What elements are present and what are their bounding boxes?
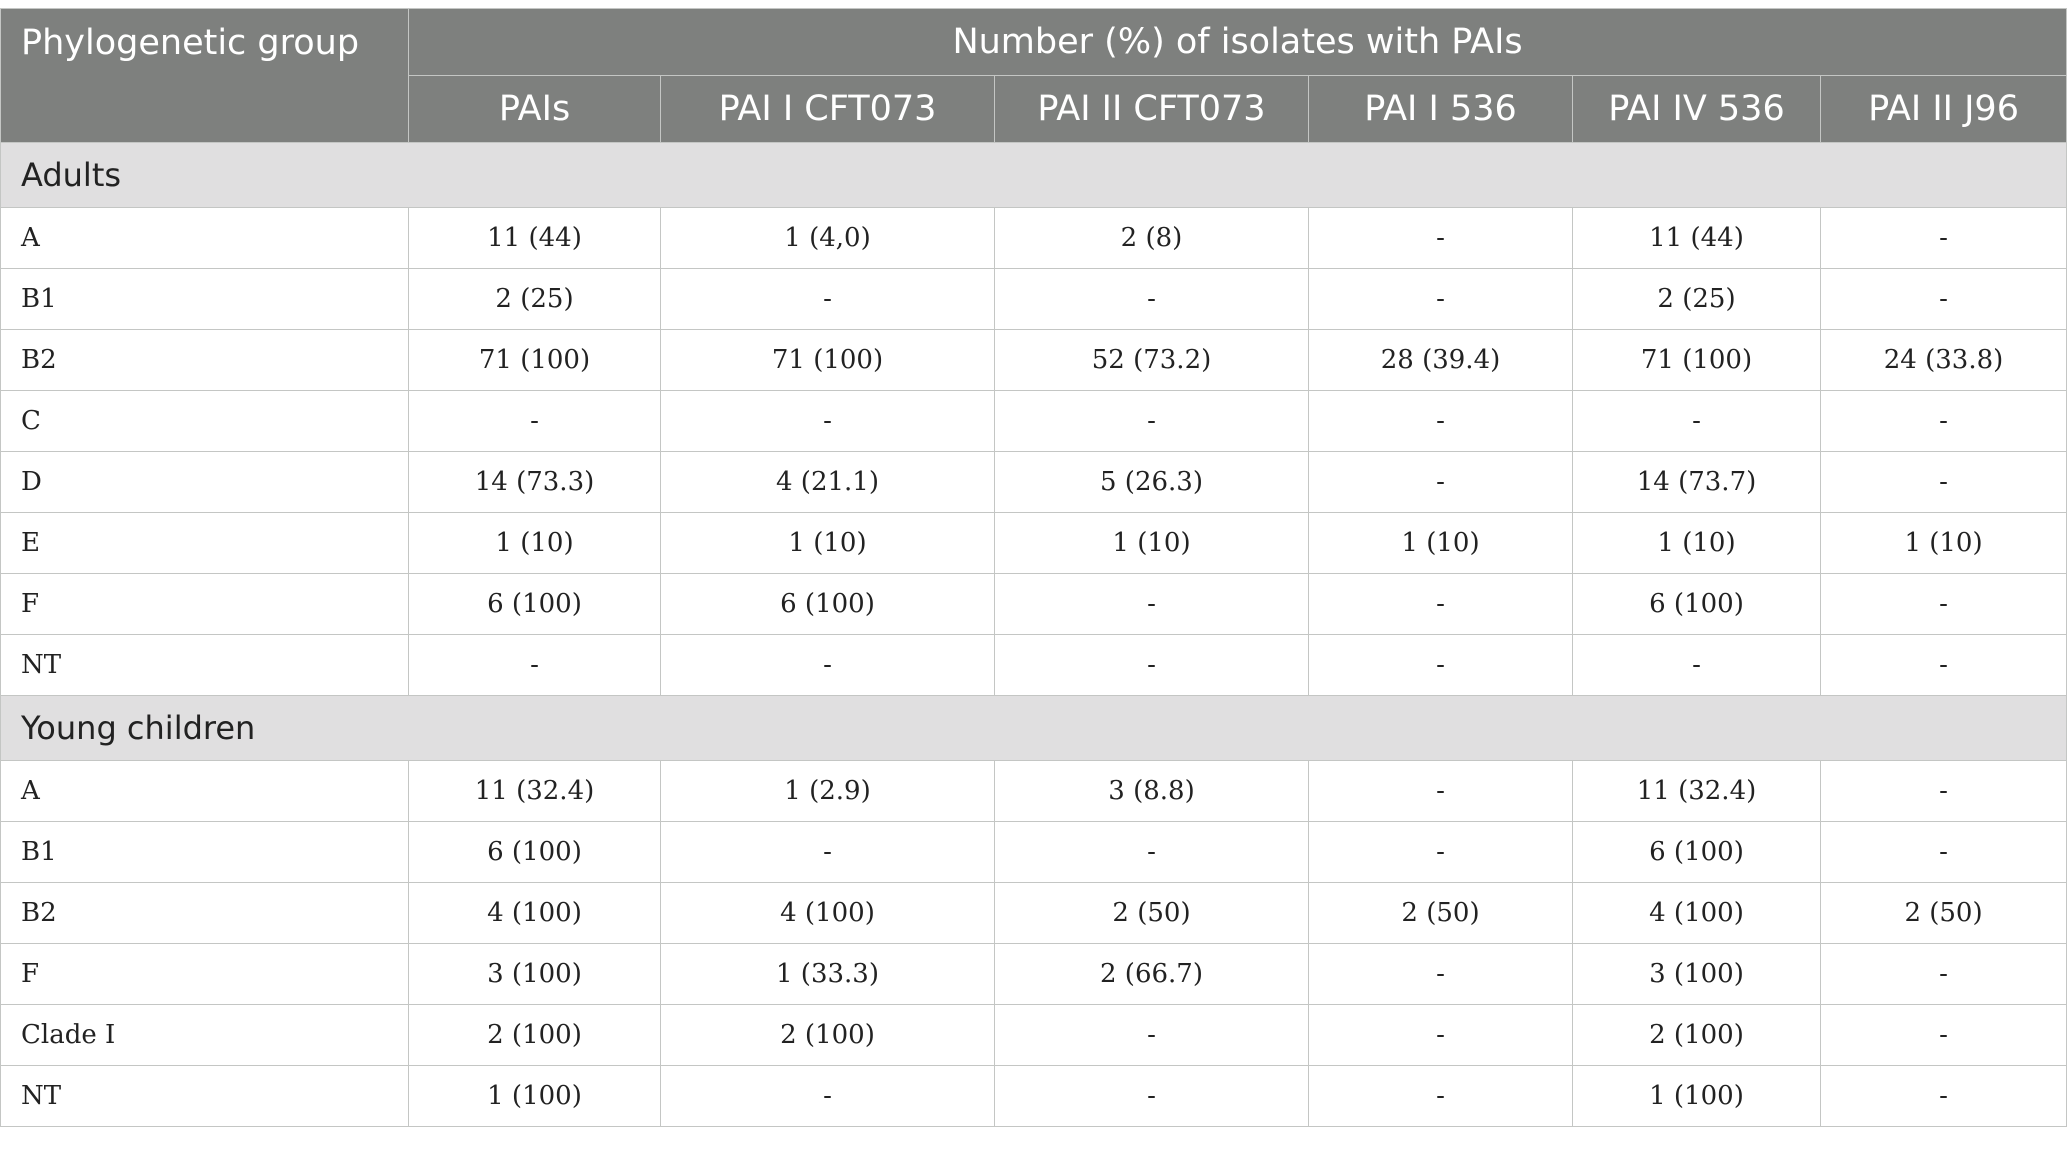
pai-i-536-cell: - bbox=[1309, 208, 1573, 269]
pai-i-536-cell: 1 (10) bbox=[1309, 513, 1573, 574]
pais-cell: 14 (73.3) bbox=[409, 452, 661, 513]
pai-iv-536-cell: 4 (100) bbox=[1573, 883, 1821, 944]
pai-ii-cft073-cell: - bbox=[995, 391, 1309, 452]
pai-ii-cft073-cell: 2 (50) bbox=[995, 883, 1309, 944]
section-row bbox=[1, 696, 2067, 761]
pai-i-536-cell: - bbox=[1309, 761, 1573, 822]
table-body bbox=[1, 143, 2067, 1127]
pai-ii-cft073-cell: - bbox=[995, 822, 1309, 883]
header-row-top bbox=[1, 9, 2067, 76]
pai-iv-536-cell: - bbox=[1573, 635, 1821, 696]
pai-ii-cft073-cell: 1 (10) bbox=[995, 513, 1309, 574]
pais-cell: 11 (32.4) bbox=[409, 761, 661, 822]
pai-table bbox=[0, 8, 2067, 1127]
pai-ii-j96-cell: - bbox=[1821, 1005, 2067, 1066]
pai-ii-cft073-cell: - bbox=[995, 635, 1309, 696]
table-row bbox=[1, 391, 2067, 452]
pai-iv-536-cell: 1 (10) bbox=[1573, 513, 1821, 574]
table-row bbox=[1, 269, 2067, 330]
section-row bbox=[1, 143, 2067, 208]
pais-cell: - bbox=[409, 635, 661, 696]
pai-i-536-cell: - bbox=[1309, 269, 1573, 330]
group-cell: F bbox=[1, 574, 409, 635]
pai-ii-cft073-cell: 3 (8.8) bbox=[995, 761, 1309, 822]
pai-iv-536-cell: - bbox=[1573, 391, 1821, 452]
table-row bbox=[1, 822, 2067, 883]
section-title: Young children bbox=[1, 696, 2067, 761]
group-cell: NT bbox=[1, 635, 409, 696]
pai-i-cft073-cell: - bbox=[661, 269, 995, 330]
pai-i-536-cell: - bbox=[1309, 391, 1573, 452]
pai-i-536-cell: - bbox=[1309, 635, 1573, 696]
pai-i-536-cell: - bbox=[1309, 1005, 1573, 1066]
pai-ii-j96-cell: - bbox=[1821, 208, 2067, 269]
pai-ii-cft073-cell: - bbox=[995, 269, 1309, 330]
group-cell: Clade I bbox=[1, 1005, 409, 1066]
table-row bbox=[1, 1066, 2067, 1127]
pai-i-cft073-cell: - bbox=[661, 635, 995, 696]
column-header-pai-iv-536: PAI IV 536 bbox=[1573, 76, 1821, 143]
pai-i-cft073-cell: 71 (100) bbox=[661, 330, 995, 391]
pai-iv-536-cell: 1 (100) bbox=[1573, 1066, 1821, 1127]
pai-i-536-cell: - bbox=[1309, 822, 1573, 883]
table-row bbox=[1, 761, 2067, 822]
table-row bbox=[1, 1005, 2067, 1066]
pai-i-cft073-cell: 4 (100) bbox=[661, 883, 995, 944]
pai-ii-cft073-cell: 2 (66.7) bbox=[995, 944, 1309, 1005]
section-title: Adults bbox=[1, 143, 2067, 208]
column-header-pai-i-cft073: PAI I CFT073 bbox=[661, 76, 995, 143]
pai-ii-cft073-cell: - bbox=[995, 1005, 1309, 1066]
pai-ii-cft073-cell: 5 (26.3) bbox=[995, 452, 1309, 513]
group-cell: B1 bbox=[1, 822, 409, 883]
pai-i-536-cell: - bbox=[1309, 452, 1573, 513]
pai-i-cft073-cell: 2 (100) bbox=[661, 1005, 995, 1066]
group-cell: B2 bbox=[1, 330, 409, 391]
pai-ii-j96-cell: - bbox=[1821, 761, 2067, 822]
pais-cell: 6 (100) bbox=[409, 822, 661, 883]
pai-i-cft073-cell: 1 (10) bbox=[661, 513, 995, 574]
pai-ii-cft073-cell: - bbox=[995, 574, 1309, 635]
group-cell: A bbox=[1, 208, 409, 269]
pai-iv-536-cell: 6 (100) bbox=[1573, 822, 1821, 883]
pai-i-536-cell: - bbox=[1309, 944, 1573, 1005]
table-row bbox=[1, 513, 2067, 574]
pai-ii-cft073-cell: - bbox=[995, 1066, 1309, 1127]
pai-i-cft073-cell: 6 (100) bbox=[661, 574, 995, 635]
table-row bbox=[1, 574, 2067, 635]
pai-iv-536-cell: 11 (32.4) bbox=[1573, 761, 1821, 822]
pais-cell: 2 (100) bbox=[409, 1005, 661, 1066]
pai-ii-j96-cell: 1 (10) bbox=[1821, 513, 2067, 574]
pais-cell: 71 (100) bbox=[409, 330, 661, 391]
table-row bbox=[1, 635, 2067, 696]
pai-iv-536-cell: 11 (44) bbox=[1573, 208, 1821, 269]
group-cell: C bbox=[1, 391, 409, 452]
column-header-pais: PAIs bbox=[409, 76, 661, 143]
table-row bbox=[1, 452, 2067, 513]
pai-ii-cft073-cell: 52 (73.2) bbox=[995, 330, 1309, 391]
phylogenetic-group-header: Phylogenetic group bbox=[1, 9, 409, 143]
isolates-span-header: Number (%) of isolates with PAIs bbox=[409, 9, 2067, 76]
group-cell: F bbox=[1, 944, 409, 1005]
pai-i-536-cell: - bbox=[1309, 1066, 1573, 1127]
pai-ii-j96-cell: - bbox=[1821, 452, 2067, 513]
pai-ii-j96-cell: 24 (33.8) bbox=[1821, 330, 2067, 391]
group-cell: NT bbox=[1, 1066, 409, 1127]
pai-ii-j96-cell: - bbox=[1821, 574, 2067, 635]
pai-ii-j96-cell: 2 (50) bbox=[1821, 883, 2067, 944]
table-row bbox=[1, 883, 2067, 944]
pai-ii-j96-cell: - bbox=[1821, 944, 2067, 1005]
pai-i-cft073-cell: 1 (2.9) bbox=[661, 761, 995, 822]
group-cell: A bbox=[1, 761, 409, 822]
pais-cell: 1 (100) bbox=[409, 1066, 661, 1127]
group-cell: D bbox=[1, 452, 409, 513]
pai-ii-j96-cell: - bbox=[1821, 269, 2067, 330]
pai-i-536-cell: 2 (50) bbox=[1309, 883, 1573, 944]
column-header-pai-ii-j96: PAI II J96 bbox=[1821, 76, 2067, 143]
pais-cell: 3 (100) bbox=[409, 944, 661, 1005]
table-row bbox=[1, 330, 2067, 391]
pai-iv-536-cell: 71 (100) bbox=[1573, 330, 1821, 391]
pais-cell: - bbox=[409, 391, 661, 452]
pai-i-536-cell: - bbox=[1309, 574, 1573, 635]
pais-cell: 2 (25) bbox=[409, 269, 661, 330]
pai-i-cft073-cell: 1 (33.3) bbox=[661, 944, 995, 1005]
pai-i-cft073-cell: - bbox=[661, 822, 995, 883]
pai-ii-cft073-cell: 2 (8) bbox=[995, 208, 1309, 269]
pais-cell: 6 (100) bbox=[409, 574, 661, 635]
pais-cell: 1 (10) bbox=[409, 513, 661, 574]
pais-cell: 11 (44) bbox=[409, 208, 661, 269]
group-cell: E bbox=[1, 513, 409, 574]
group-cell: B1 bbox=[1, 269, 409, 330]
pai-iv-536-cell: 2 (100) bbox=[1573, 1005, 1821, 1066]
table-header bbox=[1, 9, 2067, 143]
pai-ii-j96-cell: - bbox=[1821, 822, 2067, 883]
pai-ii-j96-cell: - bbox=[1821, 1066, 2067, 1127]
pai-iv-536-cell: 6 (100) bbox=[1573, 574, 1821, 635]
pai-iv-536-cell: 2 (25) bbox=[1573, 269, 1821, 330]
table-row bbox=[1, 208, 2067, 269]
pai-i-cft073-cell: - bbox=[661, 1066, 995, 1127]
table-row bbox=[1, 944, 2067, 1005]
pai-ii-j96-cell: - bbox=[1821, 635, 2067, 696]
pai-iv-536-cell: 14 (73.7) bbox=[1573, 452, 1821, 513]
pais-cell: 4 (100) bbox=[409, 883, 661, 944]
column-header-pai-ii-cft073: PAI II CFT073 bbox=[995, 76, 1309, 143]
pai-i-536-cell: 28 (39.4) bbox=[1309, 330, 1573, 391]
pai-iv-536-cell: 3 (100) bbox=[1573, 944, 1821, 1005]
pai-ii-j96-cell: - bbox=[1821, 391, 2067, 452]
pai-i-cft073-cell: 1 (4,0) bbox=[661, 208, 995, 269]
pai-i-cft073-cell: - bbox=[661, 391, 995, 452]
column-header-pai-i-536: PAI I 536 bbox=[1309, 76, 1573, 143]
group-cell: B2 bbox=[1, 883, 409, 944]
pai-i-cft073-cell: 4 (21.1) bbox=[661, 452, 995, 513]
